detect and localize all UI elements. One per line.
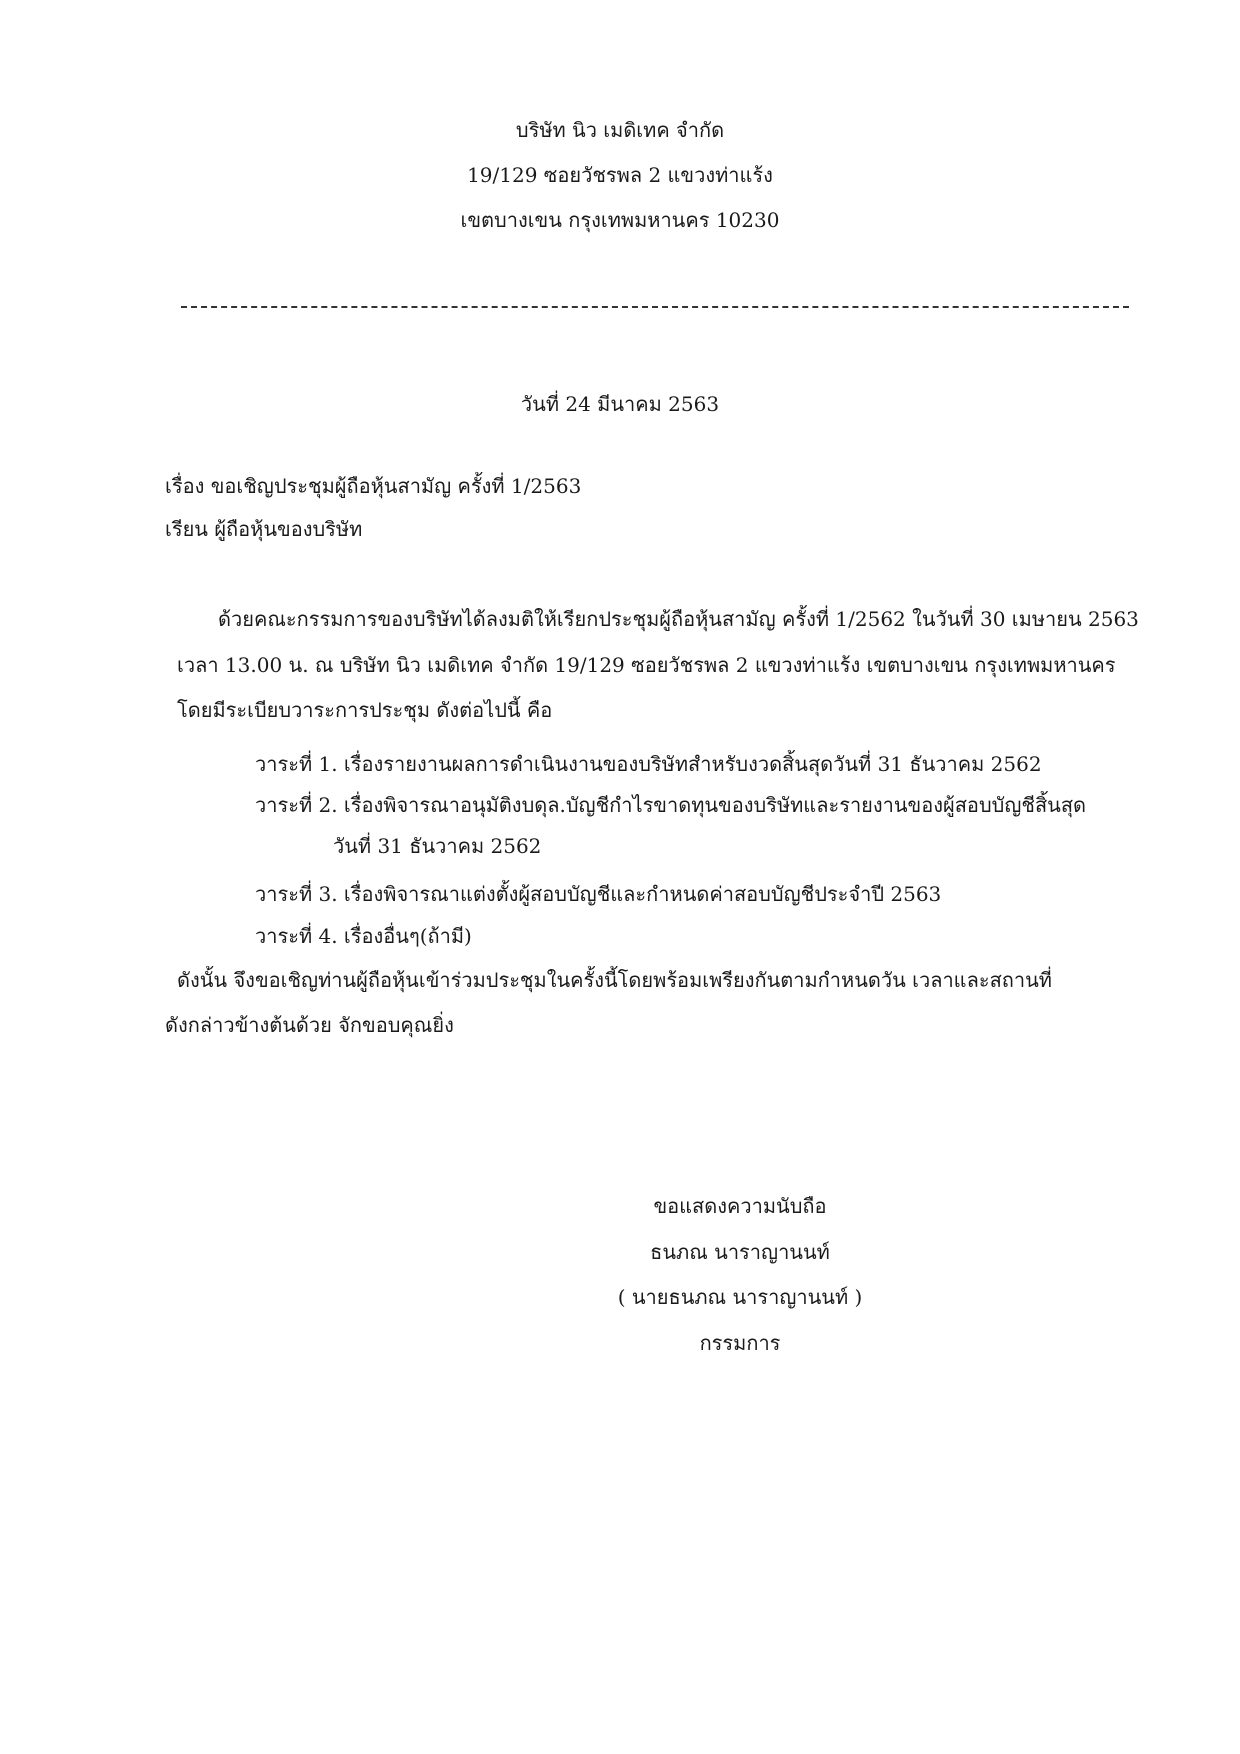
letter-recipient: เรียน ผู้ถือหุ้นของบริษัท xyxy=(165,517,363,541)
company-name: บริษัท นิว เมดิเทค จำกัด xyxy=(515,118,725,142)
agenda-item-2: วาระที่ 2. เรื่องพิจารณาอนุมัติงบดุล.บัญชีกำไรขาดทุนของบริษัทและรายงานของผู้สอบบัญชีสิ้นสุด xyxy=(255,793,1087,817)
address-line-1: 19/129 ซอยวัชรพล 2 แขวงท่าแร้ง xyxy=(467,163,773,187)
body-line-1: ด้วยคณะกรรมการของบริษัทได้ลงมติให้เรียกประชุมผู้ถือหุ้นสามัญ ครั้งที่ 1/2562 ในวันที่ 30 เมษายน 2563 xyxy=(218,607,1139,631)
body-line-2: เวลา 13.00 น. ณ บริษัท นิว เมดิเทค จำกัด 19/129 ซอยวัชรพล 2 แขวงท่าแร้ง เขตบางเขน กรุงเทพมหานคร xyxy=(177,653,1116,677)
header-divider xyxy=(181,306,1129,308)
signature-printed-name: ( นายธนภณ นาราญานนท์ ) xyxy=(617,1285,863,1309)
agenda-item-3: วาระที่ 3. เรื่องพิจารณาแต่งตั้งผู้สอบบัญชีและกำหนดค่าสอบบัญชีประจำปี 2563 xyxy=(255,882,942,906)
agenda-item-1: วาระที่ 1. เรื่องรายงานผลการดำเนินงานของบริษัทสำหรับงวดสิ้นสุดวันที่ 31 ธันวาคม 2562 xyxy=(255,752,1042,776)
agenda-item-2-continuation: วันที่ 31 ธันวาคม 2562 xyxy=(333,834,542,858)
signature-regards: ขอแสดงความนับถือ xyxy=(653,1194,827,1218)
letter-date: วันที่ 24 มีนาคม 2563 xyxy=(520,392,720,416)
closing-line-2: ดังกล่าวข้างต้นด้วย จักขอบคุณยิ่ง xyxy=(165,1013,454,1037)
agenda-item-4: วาระที่ 4. เรื่องอื่นๆ(ถ้ามี) xyxy=(255,924,472,948)
letter-subject: เรื่อง ขอเชิญประชุมผู้ถือหุ้นสามัญ ครั้งที่ 1/2563 xyxy=(165,474,582,498)
body-line-3: โดยมีระเบียบวาระการประชุม ดังต่อไปนี้ คือ xyxy=(177,698,553,722)
closing-line-1: ดังนั้น จึงขอเชิญท่านผู้ถือหุ้นเข้าร่วมประชุมในครั้งนี้โดยพร้อมเพรียงกันตามกำหนดวัน เวลาและสถานที่ xyxy=(177,968,1052,992)
signature-title: กรรมการ xyxy=(699,1331,781,1355)
signature-name: ธนภณ นาราญานนท์ xyxy=(650,1240,830,1264)
address-line-2: เขตบางเขน กรุงเทพมหานคร 10230 xyxy=(460,208,780,232)
